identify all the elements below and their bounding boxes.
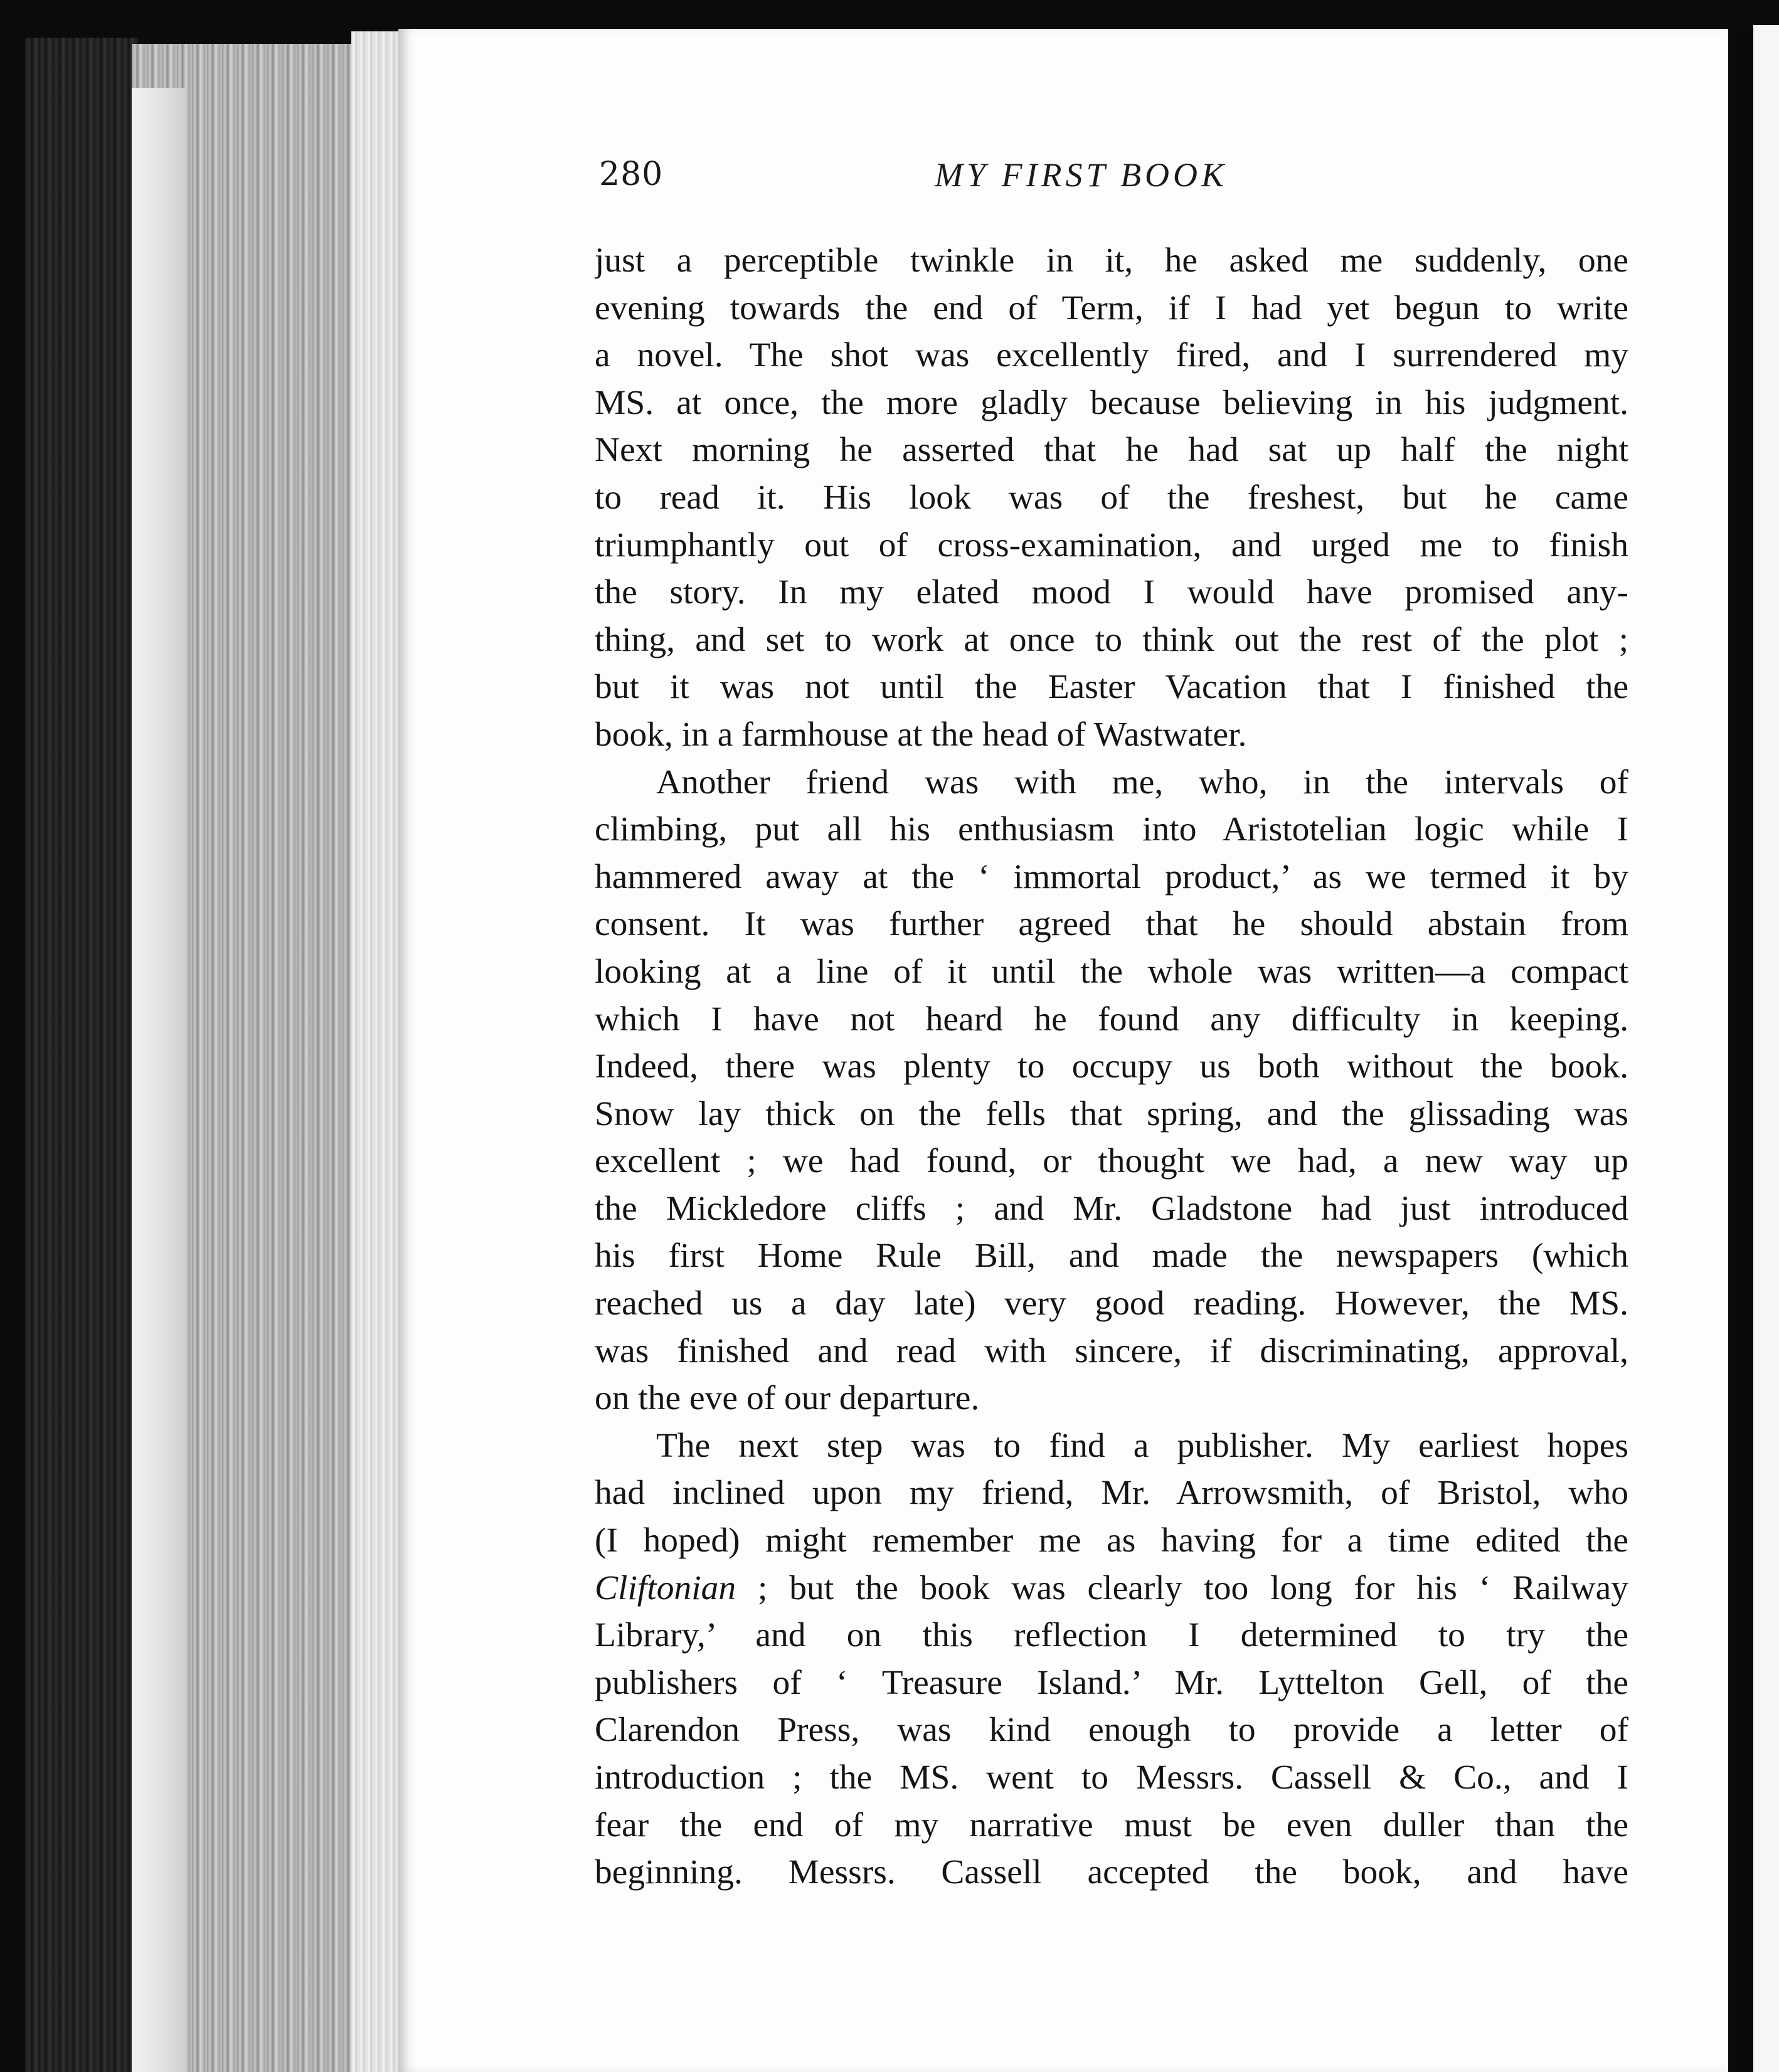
text-line: introduction ; the MS. went to Messrs. Cassell & Co., and I <box>595 1758 1628 1797</box>
book-binding-edge <box>25 38 138 2072</box>
text-line: his first Home Rule Bill, and made the newspapers (which <box>595 1237 1628 1276</box>
next-page-sliver <box>1753 25 1779 2072</box>
text-line: excellent ; we had found, or thought we had, a new way up <box>595 1142 1628 1181</box>
text-line: was finished and read with sincere, if discriminating, approval, <box>595 1331 1628 1370</box>
text-line: evening towards the end of Term, if I had yet begun to write <box>595 288 1628 327</box>
text-line: Clarendon Press, was kind enough to provide a letter of <box>595 1711 1628 1750</box>
text-line: Indeed, there was plenty to occupy us both without the book. <box>595 1047 1628 1086</box>
text-line: Library,’ and on this reflection I determined to try the <box>595 1616 1628 1655</box>
text-line <box>595 1565 1628 1612</box>
italic-title: Cliftonian <box>595 1568 736 1607</box>
text-line: reached us a day late) very good reading. However, the MS. <box>595 1284 1628 1323</box>
text-line: had inclined upon my friend, Mr. Arrowsmith, of Bristol, who <box>595 1474 1628 1513</box>
paragraph-first-line: Another friend was with me, who, in the intervals of <box>656 763 1628 801</box>
text-line: looking at a line of it until the whole was written—a compact <box>595 952 1628 991</box>
running-title: MY FIRST BOOK <box>935 156 1228 194</box>
text-line: the Mickledore cliffs ; and Mr. Gladstone had just introduced <box>595 1189 1628 1228</box>
text-line: (I hoped) might remember me as having for a time edited the <box>595 1521 1628 1560</box>
body-text <box>595 237 1628 1896</box>
page-fore-edge <box>351 31 398 2072</box>
page-edge-strip <box>132 88 185 2072</box>
text-line: beginning. Messrs. Cassell accepted the book, and have <box>595 1853 1628 1892</box>
text-line: Snow lay thick on the fells that spring, and the glissading was <box>595 1094 1628 1133</box>
text-line: to read it. His look was of the freshest, but he came <box>595 478 1628 517</box>
text-line: thing, and set to work at once to think out the rest of the plot ; <box>595 620 1628 659</box>
text-line: publishers of ‘ Treasure Island.’ Mr. Lyttelton Gell, of the <box>595 1663 1628 1702</box>
text-line: MS. at once, the more gladly because believing in his judgment. <box>595 383 1628 422</box>
text-line: on the eve of our departure. <box>595 1379 980 1418</box>
text-line: which I have not heard he found any difficulty in keeping. <box>595 1000 1628 1039</box>
text-line-rest: ; but the book was clearly too long for his ‘ Railway <box>736 1568 1628 1607</box>
paragraph-first-line: The next step was to find a publisher. My earliest hopes <box>656 1426 1628 1465</box>
text-line: but it was not until the Easter Vacation that I finished the <box>595 668 1628 707</box>
text-line: triumphantly out of cross-examination, and urged me to finish <box>595 526 1628 564</box>
text-line: just a perceptible twinkle in it, he asked me suddenly, one <box>595 241 1628 280</box>
text-line: consent. It was further agreed that he should abstain from <box>595 905 1628 944</box>
text-line: book, in a farmhouse at the head of Wastwater. <box>595 715 1247 754</box>
text-line: fear the end of my narrative must be even duller than the <box>595 1805 1628 1844</box>
running-head <box>599 156 1634 206</box>
text-line: climbing, put all his enthusiasm into Aristotelian logic while I <box>595 810 1628 849</box>
scan-right-border <box>1728 25 1753 2072</box>
page-number: 280 <box>599 156 664 193</box>
text-line: the story. In my elated mood I would have promised any- <box>595 573 1628 612</box>
text-line: Next morning he asserted that he had sat up half the night <box>595 431 1628 470</box>
text-line: a novel. The shot was excellently fired, and I surrendered my <box>595 336 1628 375</box>
text-line: hammered away at the ‘ immortal product,’ as we termed it by <box>595 857 1628 896</box>
